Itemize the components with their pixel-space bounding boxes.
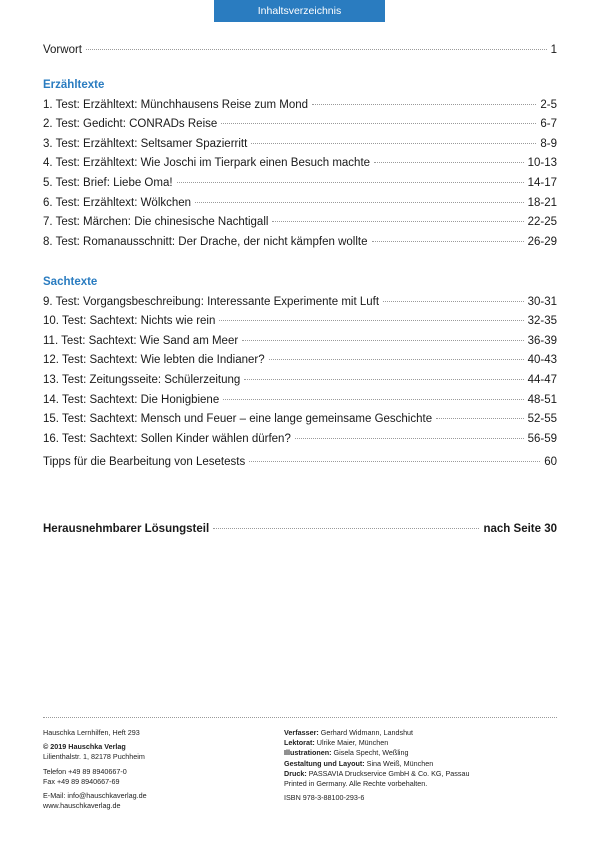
toc-entry-page: 56-59 [527, 432, 557, 445]
leader-dots [295, 438, 524, 439]
toc-entry[interactable] [43, 213, 557, 233]
toc-entry[interactable] [43, 312, 557, 332]
leader-dots [269, 359, 524, 360]
toc-entry[interactable] [43, 115, 557, 135]
toc-entry[interactable] [43, 430, 557, 450]
toc-entry-page: 10-13 [527, 157, 557, 170]
toc-entry-page: 40-43 [527, 354, 557, 367]
toc-tips [43, 453, 557, 473]
leader-dots [251, 143, 536, 144]
toc-entry[interactable] [43, 96, 557, 116]
header-tab: Inhaltsverzeichnis [214, 0, 385, 22]
toc-entry-title: 7. Test: Märchen: Die chinesische Nachtigall [43, 216, 269, 229]
leader-dots [374, 162, 524, 163]
toc-entry[interactable] [43, 410, 557, 430]
leader-dots [383, 301, 524, 302]
leader-dots [177, 182, 524, 183]
footer-credits [284, 728, 557, 803]
leader-dots [195, 202, 524, 203]
toc-entry-page: 32-35 [527, 315, 557, 328]
leader-dots [244, 379, 523, 380]
leader-dots [272, 221, 523, 222]
toc-entry-title: 4. Test: Erzähltext: Wie Joschi im Tierpark einen Besuch machte [43, 157, 371, 170]
toc-entry-page: nach Seite 30 [483, 523, 557, 535]
toc-entry-page: 14-17 [527, 176, 557, 189]
footer-phone: Telefon +49 89 8940667-0 [43, 766, 127, 776]
toc-entry[interactable] [43, 351, 557, 371]
toc-entry-title: 9. Test: Vorgangsbeschreibung: Interessante Experimente mit Luft [43, 295, 380, 308]
toc-entry[interactable] [43, 453, 557, 473]
footer-design: Gestaltung und Layout: Sina Weiß, München [284, 758, 434, 768]
toc-entry-page: 8-9 [540, 137, 557, 150]
toc-entry-page: 6-7 [540, 118, 557, 131]
toc-entry[interactable] [43, 293, 557, 313]
toc-entry[interactable] [43, 41, 557, 61]
leader-dots [219, 320, 523, 321]
toc-entry[interactable] [43, 154, 557, 174]
toc-entry[interactable] [43, 194, 557, 214]
toc-section-sachtexte [43, 273, 557, 449]
toc-entry-page: 18-21 [527, 196, 557, 209]
toc-entry-title: Vorwort [43, 44, 82, 56]
footer-publisher [43, 728, 263, 811]
toc-entry-title: Tipps für die Bearbeitung von Lesetests [43, 456, 246, 468]
toc-entry-title: 13. Test: Zeitungsseite: Schülerzeitung [43, 373, 241, 386]
toc-entry[interactable] [43, 135, 557, 155]
footer-email[interactable]: E-Mail: info@hauschkaverlag.de [43, 791, 147, 801]
footer-address: Lilienthalstr. 1, 82178 Puchheim [43, 752, 145, 762]
toc-entry-page: 26-29 [527, 235, 557, 248]
toc-solutions [43, 520, 557, 540]
section-heading: Sachtexte [43, 276, 98, 288]
toc-entry-title: 12. Test: Sachtext: Wie lebten die Indianer? [43, 354, 265, 367]
leader-dots [86, 49, 547, 50]
toc-entry[interactable] [43, 233, 557, 253]
toc-entry-title: 10. Test: Sachtext: Nichts wie rein [43, 315, 216, 328]
toc-entry-title: 6. Test: Erzähltext: Wölkchen [43, 196, 192, 209]
toc-entry-page: 48-51 [527, 393, 557, 406]
footer-divider [43, 717, 557, 718]
section-heading: Erzähltexte [43, 79, 105, 91]
toc-entry[interactable] [43, 174, 557, 194]
toc-entry-page: 30-31 [527, 295, 557, 308]
footer-isbn: ISBN 978-3-88100-293-6 [284, 793, 365, 803]
leader-dots [242, 340, 523, 341]
toc-entry-page: 1 [550, 44, 557, 56]
toc-entry-title: 16. Test: Sachtext: Sollen Kinder wählen dürfen? [43, 432, 291, 445]
toc-entry-page: 52-55 [527, 413, 557, 426]
footer-series: Hauschka Lernhilfen, Heft 293 [43, 728, 140, 737]
toc-entry[interactable] [43, 332, 557, 352]
toc-entry-title: 15. Test: Sachtext: Mensch und Feuer – eine lange gemeinsame Geschichte [43, 413, 433, 426]
footer-fax: Fax +49 89 8940667-69 [43, 776, 120, 786]
toc-entry-title: 5. Test: Brief: Liebe Oma! [43, 176, 173, 189]
toc-entry-page: 36-39 [527, 334, 557, 347]
footer-editor: Lektorat: Ulrike Maier, München [284, 738, 389, 748]
toc-entry[interactable] [43, 520, 557, 540]
footer-copyright: © 2019 Hauschka Verlag [43, 742, 126, 752]
footer-rights: Printed in Germany. Alle Rechte vorbehalten. [284, 779, 428, 789]
footer-website[interactable]: www.hauschkaverlag.de [43, 801, 121, 811]
toc-entry-page: 22-25 [527, 216, 557, 229]
leader-dots [223, 399, 523, 400]
footer-author: Verfasser: Gerhard Widmann, Landshut [284, 728, 414, 737]
toc-section-erzaehltexte [43, 76, 557, 252]
toc-entry-title: 3. Test: Erzähltext: Seltsamer Spazierritt [43, 137, 248, 150]
toc-preface [43, 41, 557, 61]
leader-dots [249, 461, 540, 462]
leader-dots [213, 528, 479, 529]
toc-entry-page: 2-5 [540, 98, 557, 111]
leader-dots [436, 418, 523, 419]
toc-entry[interactable] [43, 371, 557, 391]
leader-dots [221, 123, 536, 124]
toc-entry-title: 8. Test: Romanausschnitt: Der Drache, der nicht kämpfen wollte [43, 235, 368, 248]
toc-entry-title: 2. Test: Gedicht: CONRADs Reise [43, 118, 218, 131]
toc-entry-title: 1. Test: Erzähltext: Münchhausens Reise zum Mond [43, 98, 309, 111]
toc-entry-title: 11. Test: Sachtext: Wie Sand am Meer [43, 334, 239, 347]
toc-entry-page: 44-47 [527, 373, 557, 386]
toc-entry-page: 60 [544, 456, 557, 468]
footer-illustrations: Illustrationen: Gisela Specht, Weßling [284, 748, 409, 758]
toc-entry[interactable] [43, 391, 557, 411]
leader-dots [312, 104, 536, 105]
leader-dots [372, 241, 524, 242]
footer-print: Druck: PASSAVIA Druckservice GmbH & Co. KG, Passau [284, 768, 470, 778]
toc-entry-title: 14. Test: Sachtext: Die Honigbiene [43, 393, 220, 406]
toc-entry-title: Herausnehmbarer Lösungsteil [43, 523, 210, 535]
